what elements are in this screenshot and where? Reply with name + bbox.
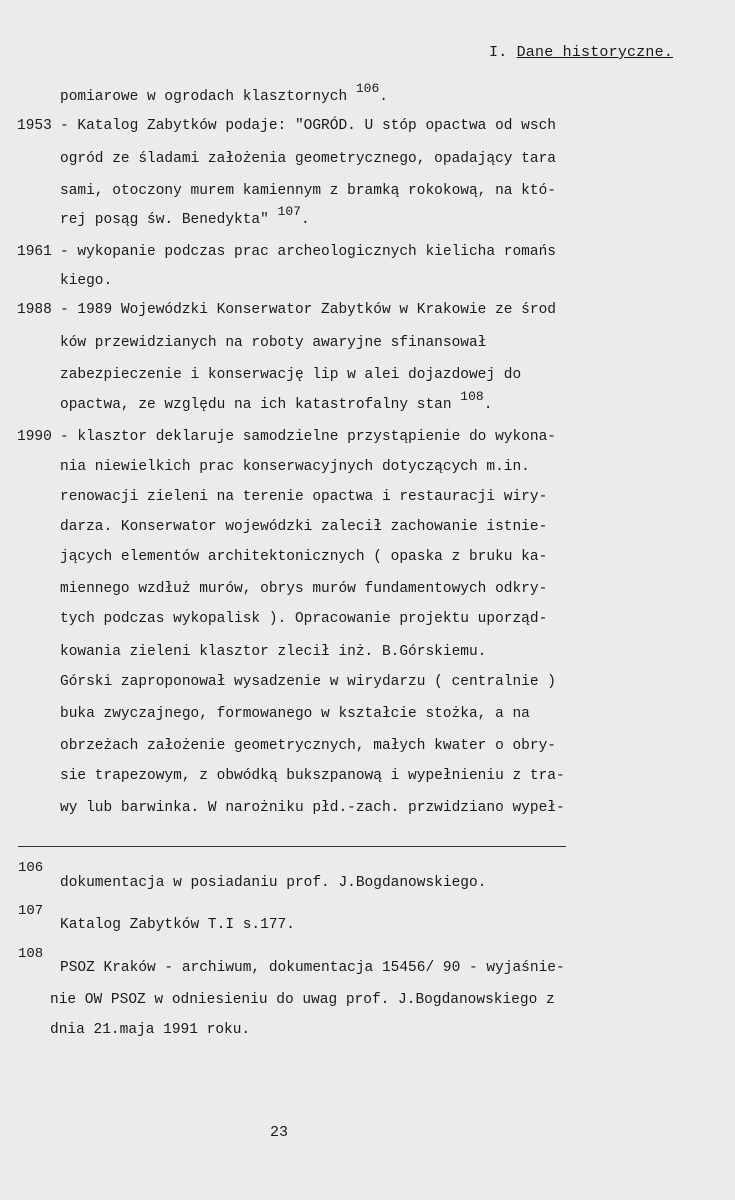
footnote-text: nie OW PSOZ w odniesieniu do uwag prof. J.Bogdanowskiego z: [50, 992, 555, 1008]
footnote-text: dnia 21.maja 1991 roku.: [50, 1022, 251, 1038]
footnote-number-106: 106: [18, 860, 44, 876]
entry-line: buka zwyczajnego, formowanego w kształcie stożka, a na: [60, 706, 530, 722]
entry-line: miennego wzdłuż murów, obrys murów fundamentowych odkry-: [60, 581, 548, 597]
intro-line: [60, 81, 388, 106]
entry-line: - klasztor deklaruje samodzielne przystąpienie do wykona-: [60, 429, 556, 445]
entry-line: wy lub barwinka. W narożniku płd.-zach. przwidziano wypeł-: [60, 800, 565, 816]
entry-line: nia niewielkich prac konserwacyjnych dotyczących m.in.: [60, 459, 530, 475]
entry-line-last: [60, 389, 493, 414]
entry-line: ków przewidzianych na roboty awaryjne sfinansował: [60, 335, 487, 351]
header-title: Dane historyczne.: [516, 44, 674, 61]
entry-year-1988: 1988: [17, 302, 52, 318]
entry-line: darza. Konserwator wojewódzki zalecił zachowanie istnie-: [60, 519, 548, 535]
entry-line: kowania zieleni klasztor zlecił inż. B.Górskiemu.: [60, 644, 487, 660]
intro-text: pomiarowe w ogrodach klasztornych: [60, 89, 348, 105]
entry-year-1953: 1953: [17, 118, 52, 134]
footnote-separator: [18, 846, 566, 847]
footnote-text: dokumentacja w posiadaniu prof. J.Bogdanowskiego.: [60, 875, 487, 891]
footnote-text: Katalog Zabytków T.I s.177.: [60, 917, 295, 933]
footnote-ref-108: 108: [460, 389, 484, 405]
entry-tail: .: [483, 397, 493, 413]
entry-text: opactwa, ze względu na ich katastrofalny stan: [60, 397, 452, 413]
entry-text: rej posąg św. Benedykta": [60, 212, 269, 228]
footnote-number-107: 107: [18, 903, 44, 919]
entry-line: zabezpieczenie i konserwację lip w alei dojazdowej do: [60, 367, 522, 383]
entry-tail: .: [300, 212, 310, 228]
page-number: 23: [270, 1124, 289, 1141]
entry-line: tych podczas wykopalisk ). Opracowanie projektu uporząd-: [60, 611, 548, 627]
footnote-ref-106: 106: [355, 81, 380, 97]
footnote-number-108: 108: [18, 946, 44, 962]
entry-line: kiego.: [60, 273, 113, 289]
footnote-text: PSOZ Kraków - archiwum, dokumentacja 15456/ 90 - wyjaśnie-: [60, 960, 565, 976]
entry-line: - Katalog Zabytków podaje: "OGRÓD. U stóp opactwa od wsch: [60, 118, 556, 134]
entry-line: - 1989 Wojewódzki Konserwator Zabytków w Krakowie ze środ: [60, 302, 556, 318]
entry-year-1961: 1961: [17, 244, 52, 260]
entry-line: Górski zaproponował wysadzenie w wirydarzu ( centralnie ): [60, 674, 556, 690]
entry-line: ogród ze śladami założenia geometrycznego, opadający tara: [60, 151, 556, 167]
entry-year-1990: 1990: [17, 429, 52, 445]
entry-line: sie trapezowym, z obwódką bukszpanową i wypełnieniu z tra-: [60, 768, 565, 784]
entry-line: renowacji zieleni na terenie opactwa i restauracji wiry-: [60, 489, 548, 505]
entry-line: jących elementów architektonicznych ( opaska z bruku ka-: [60, 549, 548, 565]
entry-line: sami, otoczony murem kamiennym z bramką rokokową, na któ-: [60, 183, 556, 199]
entry-line: obrzeżach założenie geometrycznych, małych kwater o obry-: [60, 738, 556, 754]
header-roman: I.: [489, 44, 508, 61]
entry-line-last: [60, 204, 310, 229]
footnote-ref-107: 107: [277, 204, 301, 220]
intro-tail: .: [379, 89, 388, 105]
running-header: [489, 44, 673, 62]
entry-line: - wykopanie podczas prac archeologicznych kielicha romańs: [60, 244, 556, 260]
